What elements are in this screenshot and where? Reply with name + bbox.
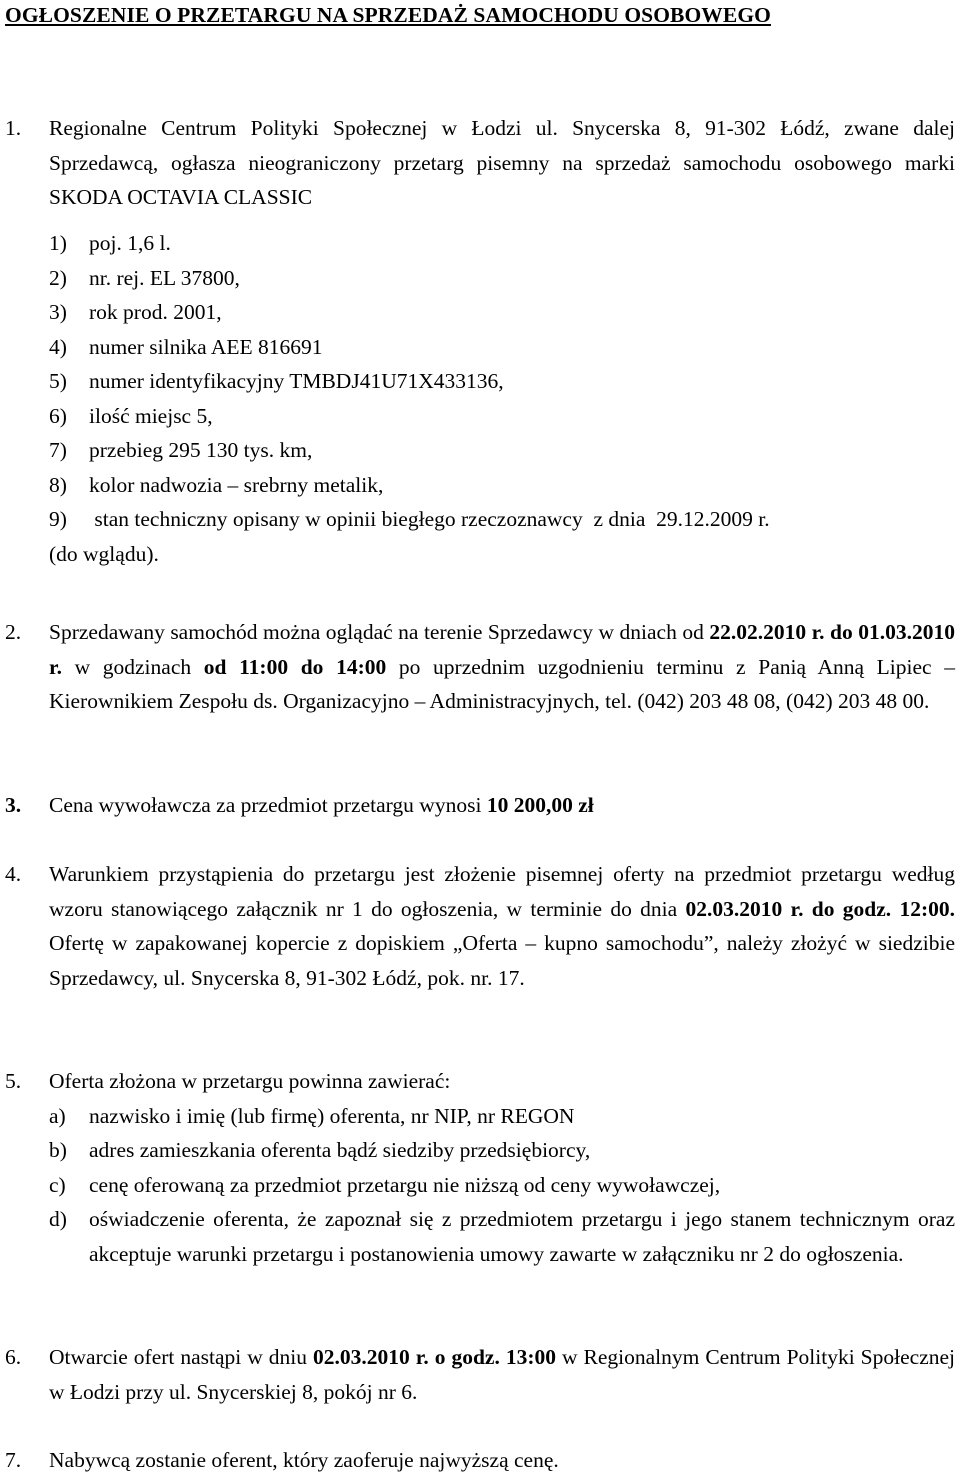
section-5-number: 5. [5, 1069, 22, 1093]
opening-date: 02.03.2010 r. o godz. 13:00 [313, 1345, 556, 1369]
list-item [0, 226, 960, 261]
list-item-label: 5) [49, 369, 67, 393]
section-1-text: Regionalne Centrum Polityki Społecznej w Łodzi ul. Snycerska 8, 91-302 Łódź, zwane dalej Sprzedawcą, ogłasza nieograniczony przetarg pisemny na sprzedaż samochodu osobowego marki SKODA OCTAVIA CLASSIC [49, 116, 955, 209]
text-run: Ofertę w zapakowanej kopercie z dopiskiem „Oferta – kupno samochodu”, należy złożyć w siedzibie Sprzedawcy, ul. Snycerska 8, 91-302 Łódź, pok. nr. 17. [49, 931, 955, 990]
list-item [0, 330, 960, 365]
text-run: Sprzedawany samochód można oglądać na terenie Sprzedawcy w dniach od [49, 620, 710, 644]
list-item-label: 6) [49, 403, 67, 428]
section-3-number: 3. [5, 793, 22, 817]
text-run: w Regionalnym Centrum Polityki Społecznej w Łodzi przy ul. Snycerskiej 8, pokój nr 6. [49, 1345, 955, 1404]
list-item [0, 433, 960, 468]
list-item-text: stan techniczny opisany w opinii biegłego rzeczoznawcy z dnia 29.12.2009 r. [89, 507, 770, 531]
section-4-text [49, 857, 955, 995]
list-item-text: rok prod. 2001, [89, 300, 222, 324]
section-2-number: 2. [5, 620, 22, 644]
section-4 [0, 857, 960, 995]
section-2 [0, 615, 960, 719]
document-title: OGŁOSZENIE O PRZETARGU NA SPRZEDAŻ SAMOCHODU OSOBOWEGO [5, 3, 771, 27]
list-item-label: 9) [49, 507, 67, 531]
offer-deadline: 02.03.2010 r. do godz. 12:00. [685, 896, 955, 921]
list-item-label: 2) [49, 265, 67, 290]
section-5 [0, 1064, 960, 1271]
list-item-text: przebieg 295 130 tys. km, [89, 438, 313, 462]
text-run: Otwarcie ofert nastąpi w dniu [49, 1345, 314, 1369]
list-item-text: numer silnika AEE 816691 [89, 334, 323, 359]
list-item-label: 4) [49, 334, 67, 359]
list-item-label: b) [49, 1138, 67, 1162]
list-item [0, 1133, 960, 1168]
section-3-text [49, 788, 955, 823]
list-item-text: kolor nadwozia – srebrny metalik, [89, 472, 384, 497]
list-item [0, 1168, 960, 1203]
text-run: w godzinach [61, 654, 204, 679]
list-item [0, 468, 960, 503]
list-item-text: cenę oferowaną za przedmiot przetargu nie niższą od ceny wywoławczej, [89, 1172, 721, 1197]
list-item-text: adres zamieszkania oferenta bądź siedziby przedsiębiorcy, [89, 1138, 591, 1162]
list-item-text: nr. rej. EL 37800, [89, 265, 240, 290]
section-6 [0, 1340, 960, 1409]
section-6-number: 6. [5, 1345, 22, 1369]
section-1-tail: (do wglądu). [49, 541, 159, 566]
section-7 [0, 1443, 960, 1478]
list-item [0, 261, 960, 296]
list-item-label: 8) [49, 472, 67, 497]
list-item-label: 7) [49, 438, 67, 462]
list-item [0, 502, 960, 537]
list-item-label: d) [49, 1207, 67, 1231]
section-6-text [49, 1340, 955, 1409]
viewing-hours: od 11:00 do 14:00 [203, 654, 387, 679]
list-item-label: c) [49, 1172, 66, 1197]
list-item-label: 3) [49, 300, 67, 324]
list-item-label: 1) [49, 231, 67, 255]
list-item-text: nazwisko i imię (lub firmę) oferenta, nr NIP, nr REGON [89, 1103, 575, 1128]
list-item [0, 1202, 960, 1271]
text-run: Warunkiem przystąpienia do przetargu jest złożenie pisemnej oferty na przedmiot przetargu według wzoru stanowiącego załącznik nr 1 do ogłoszenia, w terminie do dnia [49, 862, 955, 921]
section-1 [0, 111, 960, 215]
list-item-text: poj. 1,6 l. [89, 231, 171, 255]
list-item [0, 1099, 960, 1134]
section-7-number: 7. [5, 1448, 22, 1472]
list-item [0, 364, 960, 399]
list-item-text: ilość miejsc 5, [89, 403, 213, 428]
section-7-text: Nabywcą zostanie oferent, który zaoferuje najwyższą cenę. [49, 1448, 559, 1472]
section-3 [0, 788, 960, 823]
starting-price: 10 200,00 zł [486, 793, 594, 817]
section-2-text [49, 615, 955, 719]
vehicle-details-list [0, 226, 960, 571]
list-item-text: oświadczenie oferenta, że zapoznał się z przedmiotem przetargu i jego stanem technicznym oraz akceptuje warunki przetargu i postanowienia umowy zawarte w załączniku nr 2 do ogłoszenia. [89, 1207, 955, 1266]
list-item-text: numer identyfikacyjny TMBDJ41U71X433136, [89, 369, 504, 393]
viewing-dates: 22.02.2010 r. do 01.03.2010 r. [49, 620, 955, 679]
list-item [0, 295, 960, 330]
list-item [0, 399, 960, 434]
list-item-label: a) [49, 1103, 66, 1128]
section-4-number: 4. [5, 862, 22, 886]
text-run: po uprzednim uzgodnieniu terminu z Panią Anną Lipiec – Kierownikiem Zespołu ds. Organizacyjno – Administracyjnych, tel. (042) 203 48 08, (042) 203 48 00. [49, 654, 955, 713]
section-5-text: Oferta złożona w przetargu powinna zawierać: [49, 1069, 451, 1093]
section-1-number: 1. [5, 116, 22, 140]
text-run: Cena wywoławcza za przedmiot przetargu wynosi [49, 793, 487, 817]
